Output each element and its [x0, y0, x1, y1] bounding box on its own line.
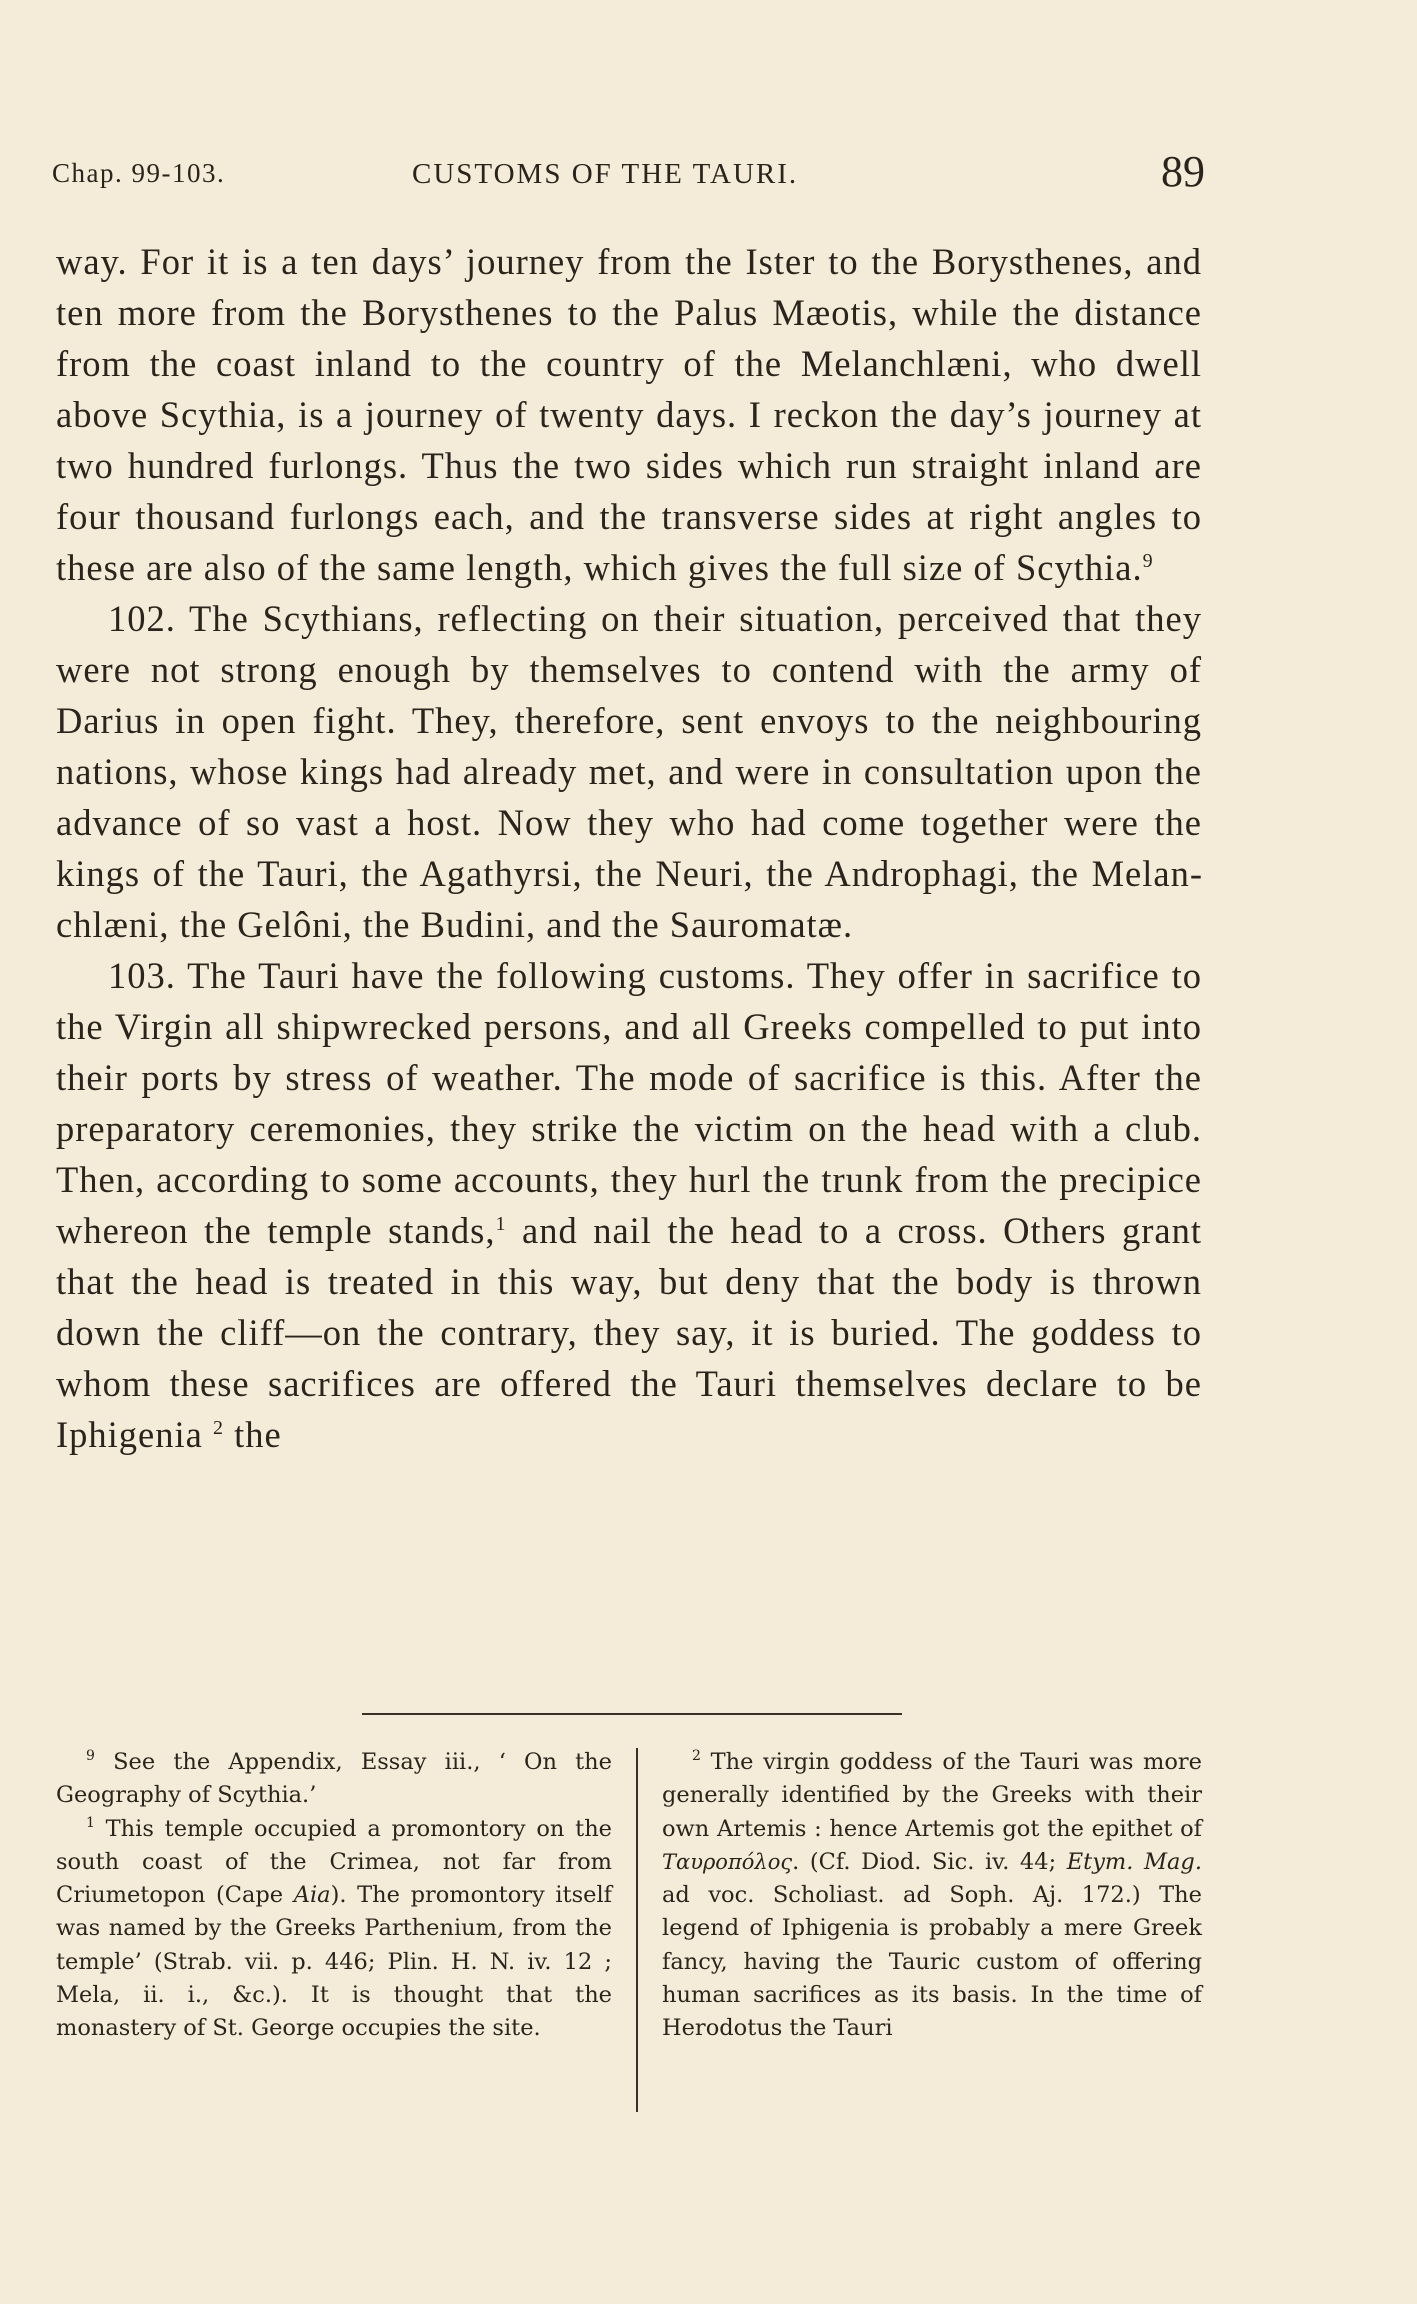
footnote-2 — [662, 1746, 1202, 2046]
footnote-column-left — [56, 1746, 612, 2046]
footnote-mark: 1 — [86, 1814, 95, 1831]
page-number: 89 — [1161, 147, 1205, 196]
footnotes — [56, 1746, 1202, 2116]
footnote-text: ). The promontory itself was named by the Greeks Parthenium, from the temple’ (Strab. vii. p. 446; Plin. H. N. iv. 12 ; Mela, ii. i., &c.). It is thought that the monastery of St. George occupies the site. — [56, 1882, 612, 2042]
column-divider — [636, 1748, 638, 2112]
paragraph-text: and nail the head to a cross. Others grant that the head is treated in this way, but deny that the body is thrown down the cliff—on the contrary, they say, it is buried. The goddess to whom these sacrifices are offered the Tauri themselves declare to be Iphigenia — [56, 1210, 1202, 1455]
footnote-text: The virgin goddess of the Tauri was more generally identified by the Greeks with their own Artemis : hence Artemis got the epithet of — [662, 1749, 1202, 1842]
footnote-rule — [362, 1713, 902, 1715]
paragraph-103 — [56, 950, 1202, 1460]
paragraph-text: 103. The Tauri have the following customs. They offer in sacrifice to the Virgin all shipwrecked persons, and all Greeks compelled to put into their ports by stress of weather. The mode of sacrifice is this. After the preparatory ceremonies, they strike the victim on the head with a club. Then, according to some accounts, they hurl the trunk from the precipice whereon the temple stands, — [56, 955, 1202, 1251]
paragraph-text: the — [223, 1414, 282, 1455]
italic-term: Aia — [293, 1882, 331, 1909]
footnote-text: This temple occupied a promontory on the south coast of the Crimea, not far from Criumetopon (Cape — [56, 1815, 612, 1909]
footnote-mark: 9 — [86, 1748, 95, 1764]
chapter-reference: Chap. 99-103. — [52, 158, 226, 188]
footnote-column-right — [662, 1746, 1202, 2046]
running-title: CUSTOMS OF THE TAURI. — [412, 158, 799, 190]
italic-term: Etym. Mag. — [1066, 1848, 1202, 1875]
running-head — [52, 146, 1205, 196]
footnote-text: See the Appendix, Essay iii., ‘ On the Geography of Scythia.’ — [56, 1749, 612, 1809]
footnote-ref-9: 9 — [1142, 550, 1154, 572]
footnote-9 — [56, 1746, 612, 1813]
footnote-ref-1: 1 — [495, 1213, 507, 1235]
footnote-ref-2: 2 — [212, 1417, 224, 1439]
greek-term: Ταυροπόλος — [662, 1849, 793, 1874]
footnote-text: . (Cf. Diod. Sic. iv. 44; — [792, 1848, 1067, 1875]
footnote-mark: 2 — [692, 1748, 701, 1764]
paragraph-102: 102. The Scythians, reflecting on their situation, perceived that they were not strong enough by themselves to contend with the army of Darius in open fight. They, therefore, sent envoys to the neighbouring nations, whose kings had already met, and were in consultation upon the advance of so vast a host. Now they who had come together were the kings of the Tauri, the Agathyrsi, the Neuri, the Androphagi, the Melanchlæni, the Gelôni, the Budini, and the Sauromatæ. — [56, 598, 1202, 945]
paragraph-continuation — [56, 236, 1202, 593]
main-text — [56, 236, 1202, 1460]
footnote-text: ad voc. Scholiast. ad Soph. Aj. 172.) The legend of Iphigenia is probably a mere Greek fancy, having the Tauric custom of offering human sacrifices as its basis. In the time of Herodotus the Tauri — [662, 1882, 1202, 2042]
footnote-1 — [56, 1813, 612, 2046]
paragraph-text: way. For it is a ten days’ journey from the Ister to the Borysthenes, and ten more from the Borysthenes to the Palus Mæotis, while the distance from the coast inland to the country of the Melanchlæni, who dwell above Scythia, is a journey of twenty days. I reckon the day’s journey at two hundred furlongs. Thus the two sides which run straight inland are four thousand furlongs each, and the transverse sides at right angles to these are also of the same length, which gives the full size of Scythia. — [56, 241, 1202, 588]
